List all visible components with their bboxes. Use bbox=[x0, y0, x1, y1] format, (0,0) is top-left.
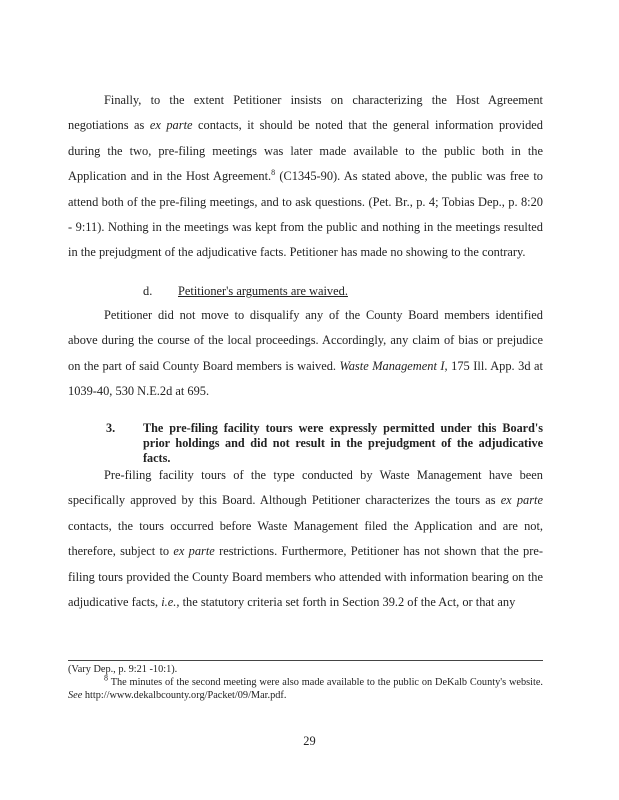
footnote-marker[interactable]: 8 bbox=[271, 168, 276, 178]
paragraph-text: contacts, it should be noted that the general information provided during the two, pre-filing meetings was later made available to the public both in the Application and in the Host Agreement. bbox=[68, 118, 543, 184]
see-signal: See bbox=[68, 690, 83, 701]
section-heading-3 bbox=[106, 421, 543, 466]
paragraph-waiver bbox=[68, 303, 543, 405]
paragraph-text: (C1345-90). As stated above, the public was free to attend both of the pre-filing meetings, and to ask questions. (Pet. Br., p. 4; Tobias Dep., p. 8:20 - 9:11). Nothing in the meetings was kept from the public and nothing in the meetings resulted in the prejudgment of the adjudicative facts. Petitioner has made no showing to the contrary. bbox=[68, 169, 543, 260]
paragraph-host-agreement bbox=[68, 88, 543, 266]
paragraph-text: the statutory criteria set forth in Section 39.2 of the Act, or that any bbox=[179, 595, 516, 610]
paragraph-text: Finally, to the extent Petitioner insists on characterizing the Host Agreement negotiations as bbox=[68, 93, 543, 133]
page-number: 29 bbox=[303, 734, 316, 748]
ex-parte-term: ex parte bbox=[173, 544, 215, 559]
case-citation: Waste Management I, bbox=[339, 358, 448, 373]
subheading-letter: d. bbox=[143, 284, 153, 298]
paragraph-text: Pre-filing facility tours of the type conducted by Waste Management have been specifically approved by this Board. Although Petitioner characterizes the tours as bbox=[68, 468, 543, 508]
ie-abbreviation: i.e., bbox=[161, 595, 180, 610]
paragraph-text: restrictions. Furthermore, Petitioner has not shown that the pre-filing tours provided the County Board members who attended with information bearing on the adjudicative facts, bbox=[68, 544, 543, 610]
paragraph-text: Petitioner did not move to disqualify any of the County Board members identified above during the course of the local proceedings. Accordingly, any claim of bias or prejudice on the part of said County Board members is waived. bbox=[68, 308, 543, 373]
footnote-divider bbox=[68, 660, 543, 661]
subheading-d bbox=[143, 280, 348, 302]
subheading-title: Petitioner's arguments are waived. bbox=[178, 284, 348, 298]
ex-parte-term: ex parte bbox=[500, 493, 543, 508]
section-number: 3. bbox=[106, 421, 116, 435]
ex-parte-term: ex parte bbox=[149, 118, 193, 133]
section-heading-text: The pre-filing facility tours were expressly permitted under this Board's prior holdings and did not result in the prejudgment of the adjudicative facts. bbox=[143, 421, 543, 465]
footnote-text: The minutes of the second meeting were also made available to the public on DeKalb County's website. bbox=[110, 677, 543, 688]
footnote-8 bbox=[68, 673, 543, 702]
paragraph-facility-tours bbox=[68, 463, 543, 615]
citation-reporter: 175 Ill. App. 3d at 1039-40, 530 N.E.2d at 695. bbox=[68, 358, 543, 399]
footnote-continuation: (Vary Dep., p. 9:21 -10:1). bbox=[68, 664, 178, 675]
paragraph-text: contacts, the tours occurred before Waste Management filed the Application and are not, therefore, subject to bbox=[68, 518, 543, 559]
footnote-url[interactable]: http://www.dekalbcounty.org/Packet/09/Mar.pdf. bbox=[82, 690, 287, 701]
footnote-number: 8 bbox=[104, 673, 108, 683]
